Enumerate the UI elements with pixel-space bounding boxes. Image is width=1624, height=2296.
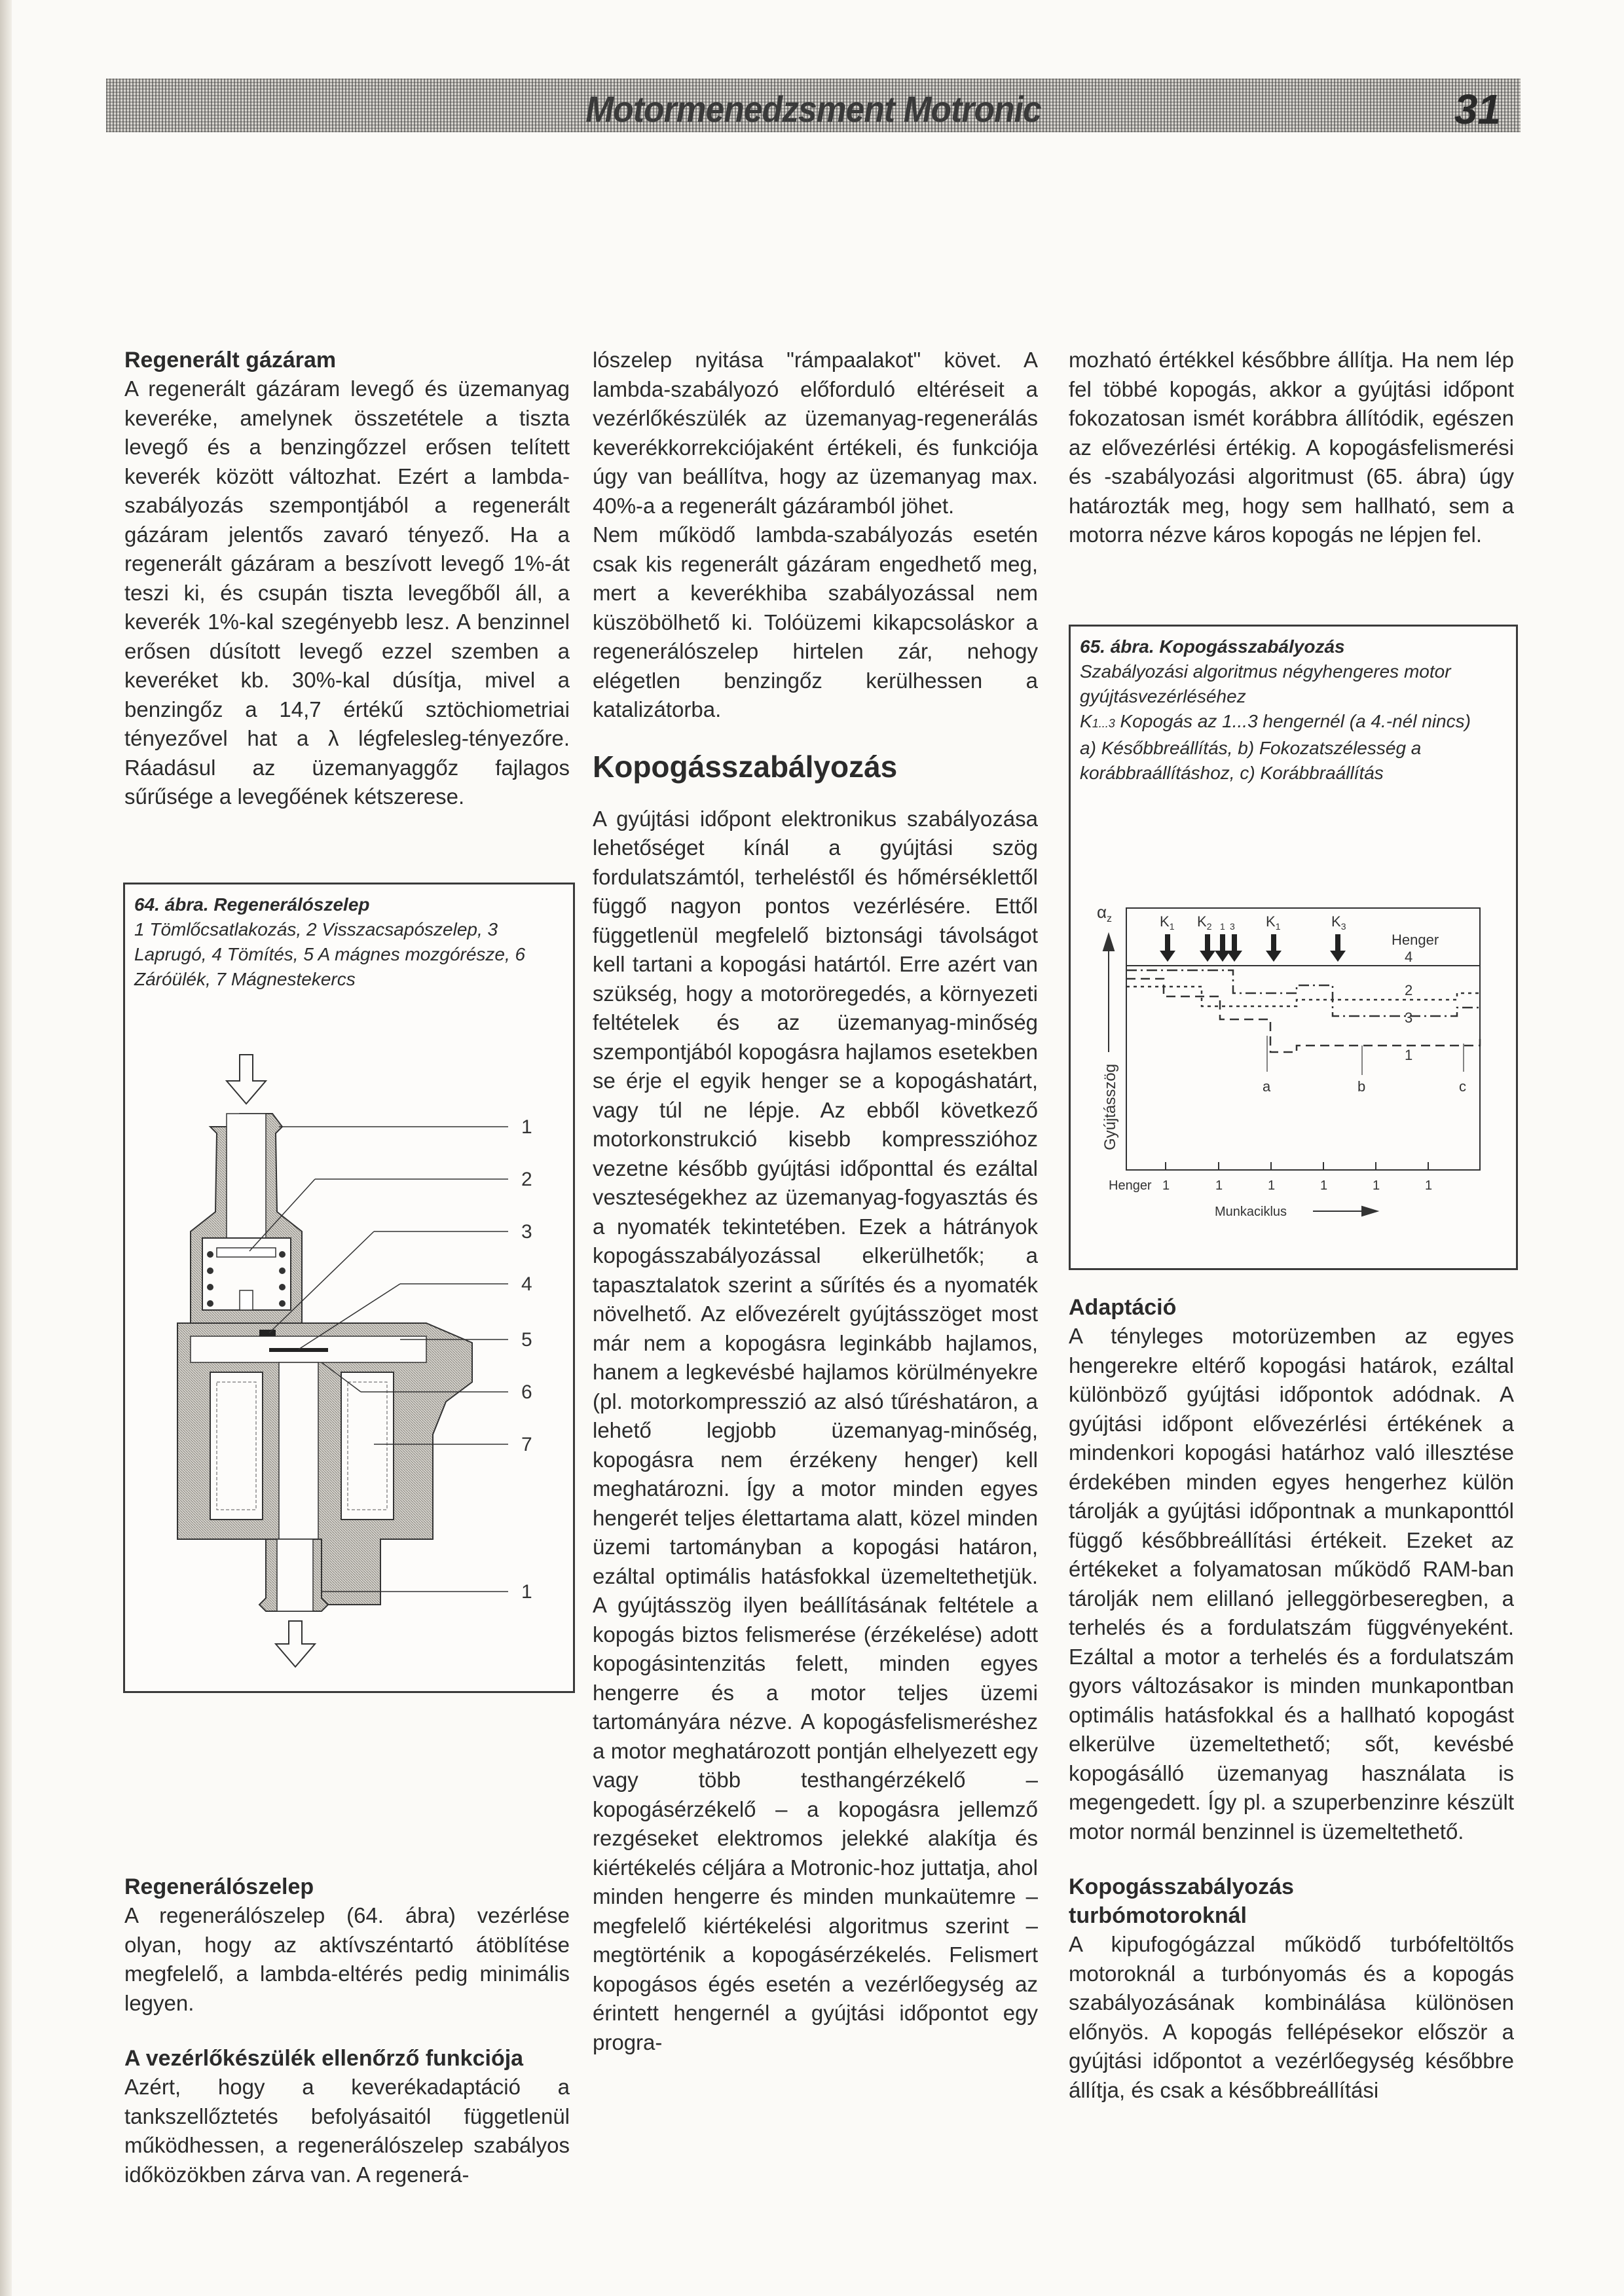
middle-column: [593, 346, 1038, 2057]
knock-arrow-icon: [1160, 934, 1175, 962]
outlet-arrow-icon: [276, 1621, 315, 1667]
paragraph-turbo: A kipufogógázzal működő turbófeltöltős motoroknál a turbónyomás és a kopogás szabályozásának kombinálása különösen előnyös. A kopogás fellépésekor először a gyújtási időpontot a vezérlőegység későbbre állítja, és csak a későbbreállítási: [1069, 1932, 1514, 2102]
part-label: 3: [521, 1221, 532, 1243]
running-header-title: Motormenedzsment Motronic: [585, 88, 1041, 130]
part-label: 4: [521, 1273, 532, 1295]
part-label: 7: [521, 1434, 532, 1455]
x-prefix-label: Henger: [1109, 1178, 1152, 1193]
heading-regeneraloszelep: Regenerálószelep: [124, 1874, 314, 1899]
annotation-leaders: [1267, 1036, 1464, 1075]
paragraph-regeneralt-gazaram: A regenerált gázáram levegő és üzemanyag keveréke, amelynek összetétele a tiszta levegő és a benzingőzzel erősen telített keverék között változhat. Ezért a lambda-szabályozás szempontjából a regenerált gázáram jelentős zavaró tényező. Ha a regenerált gázáram a beszívott levegő 1%-át teszi ki, és csupán tiszta levegőből áll, a keverék 1%-kal szegényebb lesz. A benzinnel erősen dúsított levegő ezzel szemben a keveréket kb. 30%-kal dúsítja, mivel a benzingőz a 14,7 értékű sztöchiometriai tényezővel hat a λ légfelesleg-tényezőre. Ráadásul az üzemanyaggőz fajlagos sűrűsége a levegőének kétszerese.: [124, 376, 570, 809]
x-ticks: [1166, 1162, 1428, 1170]
knock-labels: [1160, 913, 1439, 948]
y-symbol: $\alpha_z$: [1097, 902, 1113, 924]
valve-diagram: [125, 1015, 573, 1683]
knock-label: $K_3$: [1331, 913, 1346, 932]
y-axis-arrow-icon: [1103, 934, 1114, 1052]
paragraph-kopogasszabalyozas: A gyújtási időpont elektronikus szabályozása lehetőséget kínál a gyújtási szög fordulatszámtól, terheléstől és hőmérséklettől függő nagyon pontos vezérlésére. Ettől függetlenül megfelelő biztonsági távolságot kell tartani a kopogási határtól. Erre azért van szükség, hogy a motoröregedés, a környezeti feltételek és az üzemanyag-minőség szempontjából kopogásra hajlamos esetekben se érje el egyik henger se a kopogáshatárt, vagy túl ne lépje. Az ebből következő motorkonstrukció kisebb kompresszióhoz vezetne később gyújtási időponttal és ezáltal veszteségekhez az üzemanyag-fogyasztás és a nyomaték tekintetében. Ezek a hátrányok kopogásszabályozással elkerülhetők; a tapasztalatok szerint a sűrítés és a nyomaték növelhető. Az elővezérelt gyújtásszöget most már nem a kopogásra leginkább hajlamos, hanem a legkevésbé hajlamos körülményekre (pl. motorkompresszió az alsó tűréshatáron, a lehető legjobb üzemanyag-minőség, kopogásra nem érzékeny henger) kell meghatározni. Így a motor minden egyes hengerét teljes élettartama alatt, közel minden üzemi tartományban a kopogási határon, ezáltal optimális hatásfokkal üzemeltethetjük. A gyújtásszög ilyen beállításának feltétele a kopogás biztos felismerése (érzékelése) adott kopogásintenzitás felett, minden egyes hengerre és a motor teljes üzemi tartományára nézve. A kopogásfelismeréshez a motor meghatározott pontján elhelyezett egy vagy több testhangérzékelő – kopogásérzékelő – a kopogásra jellemző rezgéseket elektromos jelekké alakítja és kiértékelés céljára a Motronic-hoz juttatja, ahol minden hengerre és minden munkaütemre – megfelelő kiértékelési algoritmus szerint – megtörténik a kopogásérzékelés. Felismert kopogásos égés esetén a vezérlőegység az érintett hengernél a gyújtási időpontot egy progra-: [593, 806, 1038, 2054]
knock-label: $K_2$: [1197, 913, 1212, 932]
knock-arrow-icon: [1266, 934, 1282, 962]
left-column: [124, 346, 570, 812]
knock-arrow-icon: [1227, 934, 1242, 962]
curve-label: 3: [1405, 1010, 1413, 1026]
x-tick-label: 1: [1425, 1178, 1433, 1193]
left-column-lower: [124, 1872, 570, 2189]
right-column: [1069, 346, 1514, 550]
paragraph-nem-mukodo: Nem működő lambda-szabályozás esetén csak kis regenerált gázáram engedhető meg, mert a keverékhiba szabályozással nem küszöbölhető ki. Tolóüzemi kikapcsoláskor a regenerálószelep hirtelen zár, nehogy elégetlen benzingőz kerülhessen a katalizátorba.: [593, 522, 1038, 721]
paragraph-regeneraloszelep: A regenerálószelep (64. ábra) vezérlése olyan, hogy az aktívszéntartó átöblítése megfelelő, a lambda-eltérés pedig minimális legyen.: [124, 1903, 570, 2015]
knock-label: 1: [1220, 921, 1225, 932]
step-curves: [1126, 970, 1480, 1052]
part-label: 2: [521, 1169, 532, 1190]
k-subscript: 1...3: [1092, 717, 1115, 730]
x-tick-label: 1: [1320, 1178, 1328, 1193]
k-description: Kopogás az 1...3 hengernél (a 4.-nél nincs): [1115, 711, 1471, 731]
knock-arrow-icon: [1200, 934, 1215, 962]
x-tick-label: 1: [1373, 1178, 1380, 1193]
paragraph-rampa: lószelep nyitása "rámpaalakot" követ. A lambda-szabályozó előforduló eltéréseit a vezérlőkészülék az üzemanyag-regenerálás keverékkorrekciójaként értékeli, és funkciója úgy van beállítva, hogy az üzemanyag max. 40%-a a regenerált gázáramból jöhet.: [593, 348, 1038, 518]
part-label: 5: [521, 1329, 532, 1351]
figure-64-title: 64. ábra. Regenerálószelep: [134, 894, 370, 915]
paragraph-kesobbre: mozható értékkel későbbre állítja. Ha nem lép fel többé kopogás, akkor a gyújtási időpont fokozatosan ismét korábbra állítódik, egészen az elővezérlési értékig. A kopogásfelismerési és -szabályozási algoritmust (65. ábra) úgy határozták meg, hogy sem hallható, sem a motorra nézve káros kopogás ne lépjen fel.: [1069, 348, 1514, 547]
heading-kopogasszabalyozas: Kopogásszabályozás: [593, 749, 898, 784]
inlet-arrow-icon: [227, 1055, 266, 1104]
figure-65-caption: [1071, 627, 1516, 786]
knock-label: $K_1$: [1266, 913, 1281, 932]
figure-65-title: 65. ábra. Kopogásszabályozás: [1080, 636, 1345, 657]
curve-label: 4: [1405, 949, 1413, 965]
x-axis-arrow-icon: [1313, 1207, 1377, 1216]
part-label: 6: [521, 1381, 532, 1403]
knock-label: 3: [1230, 921, 1235, 932]
part-labels: [521, 1116, 532, 1603]
heading-turbo-line2: turbómotoroknál: [1069, 1903, 1247, 1928]
x-tick-labels: [1109, 1178, 1432, 1219]
heading-regeneralt-gazaram: Regenerált gázáram: [124, 348, 337, 373]
heading-turbo-line1: Kopogásszabályozás: [1069, 1874, 1294, 1899]
x-axis-label: Munkaciklus: [1215, 1205, 1287, 1219]
annotation: c: [1459, 1078, 1466, 1095]
figure-65: [1069, 625, 1518, 1270]
knock-arrows: [1160, 934, 1346, 962]
knock-control-diagram: [1071, 888, 1516, 1255]
heading-adaptacio: Adaptáció: [1069, 1295, 1177, 1320]
annotation: a: [1263, 1078, 1271, 1095]
k-symbol: K: [1080, 711, 1092, 731]
figure-64: [123, 883, 575, 1693]
curve-cylinder-3: [1126, 970, 1480, 1016]
knock-arrow-icon: [1330, 934, 1346, 962]
y-axis-label: Gyújtásszög: [1101, 1063, 1119, 1150]
figure-64-caption: [125, 884, 573, 992]
paragraph-vezerlokeszulek: Azért, hogy a keverékadaptáció a tankszellőztetés befolyásaitól függetlenül működhessen, a regenerálószelep szabályos időközökben zárva van. A regenerá-: [124, 2075, 570, 2187]
paragraph-adaptacio: A tényleges motorüzemben az egyes hengerekre eltérő kopogási határok, ezáltal különböző gyújtási időpontok adódnak. A gyújtási időpont elővezérlési értékének a mindenkori kopogási határhoz való illesztése érdekében minden egyes hengerhez külön tárolják a gyújtási időpontnak a munkaponttól függő későbbreállítási értékeit. Ezeket az értékeket a folyamatosan működő RAM-ban tárolják nem elillanó jelleggörbeseregben, a terhelés és a fordulatszám függvényeként. Ezáltal a motor a terhelés és a fordulatszám gyors változásakor is minden munkapontban optimális hatásfokkal és a hallható kopogást elkerülve üzemeltethető; sőt, kevésbé kopogásálló üzemanyag használata is megengedett. Így pl. a szuperbenzinre készült motor normál benzinnel is üzemeltethető.: [1069, 1324, 1514, 1844]
curve-label: 2: [1405, 982, 1413, 998]
annotations: [1263, 1078, 1466, 1095]
x-tick-label: 1: [1268, 1178, 1276, 1193]
page-number: 31: [1454, 86, 1501, 133]
running-header: [106, 79, 1521, 132]
figure-65-line1: Szabályozási algoritmus négyhengeres motor gyújtásvezérléséhez: [1080, 661, 1451, 706]
knock-label: $K_1$: [1160, 913, 1175, 932]
x-tick-label: 1: [1162, 1178, 1170, 1193]
right-column-lower: [1069, 1293, 1514, 2105]
book-spine-shadow: [0, 0, 12, 2296]
curve-label: 1: [1405, 1047, 1413, 1063]
x-tick-label: 1: [1215, 1178, 1223, 1193]
annotation: b: [1357, 1078, 1366, 1095]
figure-65-line2: [1080, 709, 1507, 736]
heading-vezerlokeszulek: A vezérlőkészülék ellenőrző funkciója: [124, 2046, 524, 2071]
part-label: 1: [521, 1581, 532, 1603]
knock-arrow-icon: [1215, 934, 1230, 962]
figure-64-description: 1 Tömlőcsatlakozás, 2 Visszacsapószelep, 3 Laprugó, 4 Tömítés, 5 A mágnes mozgórésze, 6 Záróülék, 7 Mágnestekercs: [134, 919, 526, 989]
figure-65-line3: a) Későbbreállítás, b) Fokozatszélesség a korábbraállításhoz, c) Korábbraállítás: [1080, 738, 1422, 783]
curve-cylinder-2: [1126, 987, 1480, 1006]
part-label: 1: [521, 1116, 532, 1138]
legend-title: Henger: [1392, 932, 1439, 948]
curve-cylinder-1: [1126, 979, 1480, 1052]
